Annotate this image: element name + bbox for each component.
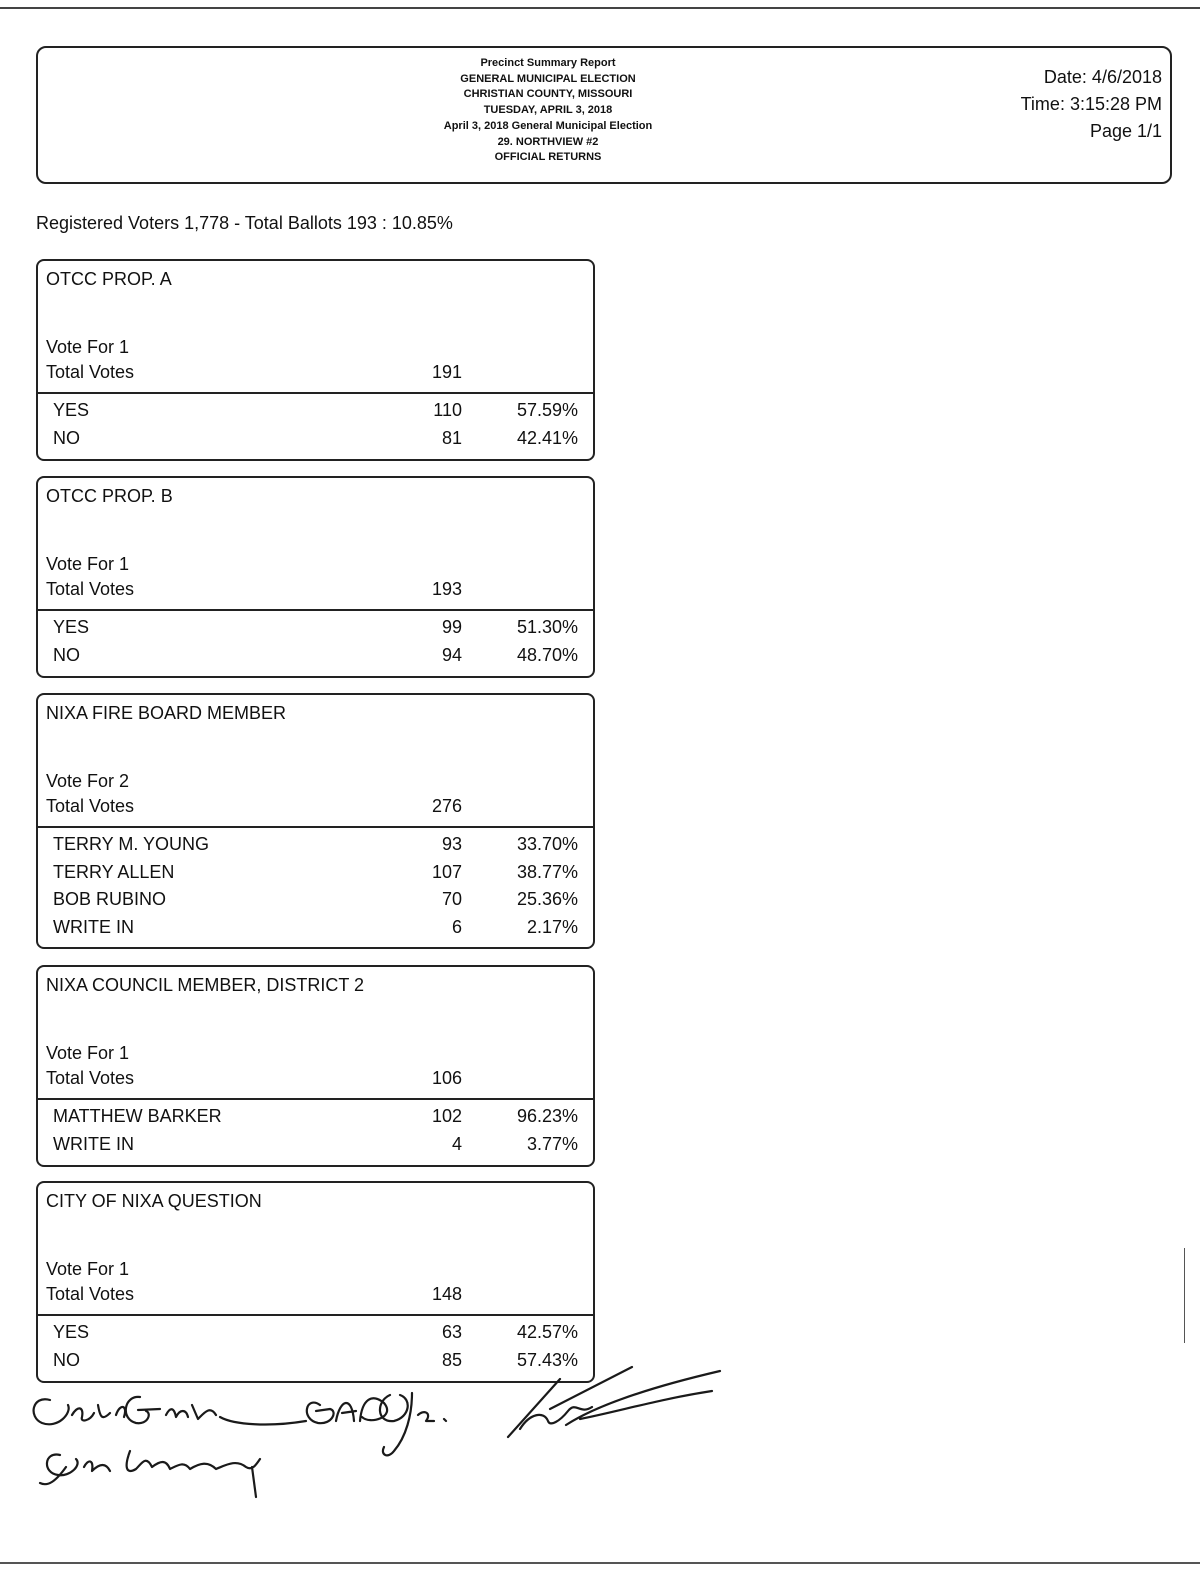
choice-row (38, 1134, 593, 1162)
choice-list (38, 834, 593, 944)
choice-percent: 57.59% (516, 400, 578, 420)
choice-name: TERRY M. YOUNG (53, 834, 210, 854)
precinct-name: 29. NORTHVIEW #2 (497, 135, 599, 148)
choice-row (38, 428, 593, 456)
total-votes-value: 193 (431, 579, 462, 599)
handwritten-signatures (20, 1355, 780, 1515)
choice-votes: 99 (441, 617, 462, 637)
choice-name: WRITE IN (53, 1133, 134, 1154)
contest-title: NIXA FIRE BOARD MEMBER (46, 703, 287, 723)
choice-votes: 102 (431, 1106, 462, 1126)
contest-box (36, 259, 595, 461)
choice-percent: 25.36% (516, 889, 578, 909)
total-votes-label: Total Votes (46, 362, 135, 382)
choice-votes: 107 (431, 861, 462, 882)
contest-box (36, 693, 595, 949)
choice-name: YES (53, 617, 90, 637)
contest-title: NIXA COUNCIL MEMBER, DISTRICT 2 (46, 975, 365, 995)
contest-divider (38, 1314, 593, 1316)
choice-row (38, 1322, 593, 1350)
contest-divider (38, 1098, 593, 1100)
choice-name: YES (53, 400, 90, 420)
choice-row (38, 400, 593, 428)
contest-title: OTCC PROP. B (46, 486, 173, 506)
choice-row (38, 1106, 593, 1134)
choice-votes: 63 (441, 1322, 462, 1342)
choice-name: NO (53, 427, 80, 448)
total-votes-label: Total Votes (46, 796, 135, 816)
choice-name: BOB RUBINO (53, 889, 167, 909)
signature-4 (40, 1451, 260, 1497)
choice-percent: 42.41% (516, 427, 578, 448)
choice-votes: 81 (441, 427, 462, 448)
choice-name: NO (53, 644, 80, 665)
choice-name: WRITE IN (53, 916, 134, 937)
choice-percent: 48.70% (516, 644, 578, 665)
total-votes-value: 106 (431, 1068, 462, 1088)
scan-edge-mark (1184, 1248, 1185, 1343)
choice-votes: 6 (451, 916, 462, 937)
election-name: GENERAL MUNICIPAL ELECTION (460, 72, 636, 85)
total-votes-value: 148 (431, 1284, 462, 1304)
choice-votes: 110 (433, 400, 462, 420)
election-day: TUESDAY, APRIL 3, 2018 (483, 104, 613, 117)
contest-box (36, 476, 595, 678)
choice-name: NO (53, 1349, 80, 1370)
report-time: Time: 3:15:28 PM (1020, 94, 1162, 114)
choice-percent: 3.77% (526, 1133, 578, 1154)
signature-2 (307, 1393, 446, 1455)
contest-title: OTCC PROP. A (46, 269, 172, 289)
contest-divider (38, 609, 593, 611)
choice-votes: 93 (441, 834, 462, 854)
contest-box (36, 965, 595, 1167)
choice-list (38, 1106, 593, 1161)
total-votes-value: 276 (431, 796, 462, 816)
choice-votes: 94 (441, 644, 462, 665)
contest-title: CITY OF NIXA QUESTION (46, 1191, 262, 1211)
choice-list (38, 617, 593, 672)
choice-name: YES (53, 1322, 90, 1342)
total-votes-value: 191 (431, 362, 462, 382)
bottom-rule (0, 1562, 1200, 1564)
vote-for-label: Vote For 1 (46, 337, 130, 357)
choice-percent: 38.77% (516, 861, 578, 882)
signature-3 (508, 1367, 720, 1437)
choice-row (38, 917, 593, 945)
top-rule (0, 7, 1200, 9)
page-number: Page 1/1 (1089, 121, 1162, 141)
choice-votes: 4 (451, 1133, 462, 1154)
choice-list (38, 400, 593, 455)
vote-for-label: Vote For 2 (46, 771, 130, 791)
county-name: CHRISTIAN COUNTY, MISSOURI (463, 88, 633, 101)
choice-row (38, 645, 593, 673)
choice-row (38, 834, 593, 862)
vote-for-label: Vote For 1 (46, 554, 130, 574)
choice-percent: 42.57% (516, 1322, 578, 1342)
report-meta (1021, 64, 1162, 145)
choice-row (38, 862, 593, 890)
choice-percent: 96.23% (516, 1106, 578, 1126)
report-header (36, 46, 1172, 184)
election-full-name: April 3, 2018 General Municipal Election (443, 119, 653, 132)
choice-name: MATTHEW BARKER (53, 1106, 222, 1126)
choice-percent: 51.30% (516, 617, 578, 637)
choice-percent: 33.70% (516, 834, 578, 854)
total-votes-label: Total Votes (46, 1068, 135, 1088)
contest-divider (38, 392, 593, 394)
contest-divider (38, 826, 593, 828)
choice-row (38, 617, 593, 645)
vote-for-label: Vote For 1 (46, 1259, 130, 1279)
total-votes-label: Total Votes (46, 1284, 135, 1304)
choice-votes: 85 (441, 1349, 462, 1370)
choice-votes: 70 (441, 889, 462, 909)
returns-status: OFFICIAL RETURNS (494, 151, 602, 164)
choice-row (38, 889, 593, 917)
vote-for-label: Vote For 1 (46, 1043, 130, 1063)
total-votes-label: Total Votes (46, 579, 135, 599)
contest-box (36, 1181, 595, 1383)
report-date: Date: 4/6/2018 (1043, 67, 1162, 87)
choice-percent: 57.43% (516, 1349, 578, 1370)
report-title: Precinct Summary Report (480, 57, 616, 69)
report-title-block (338, 56, 758, 166)
choice-percent: 2.17% (526, 916, 578, 937)
signature-1 (34, 1397, 306, 1425)
choice-name: TERRY ALLEN (53, 861, 175, 882)
turnout-summary: Registered Voters 1,778 - Total Ballots 193 : 10.85% (36, 213, 453, 233)
